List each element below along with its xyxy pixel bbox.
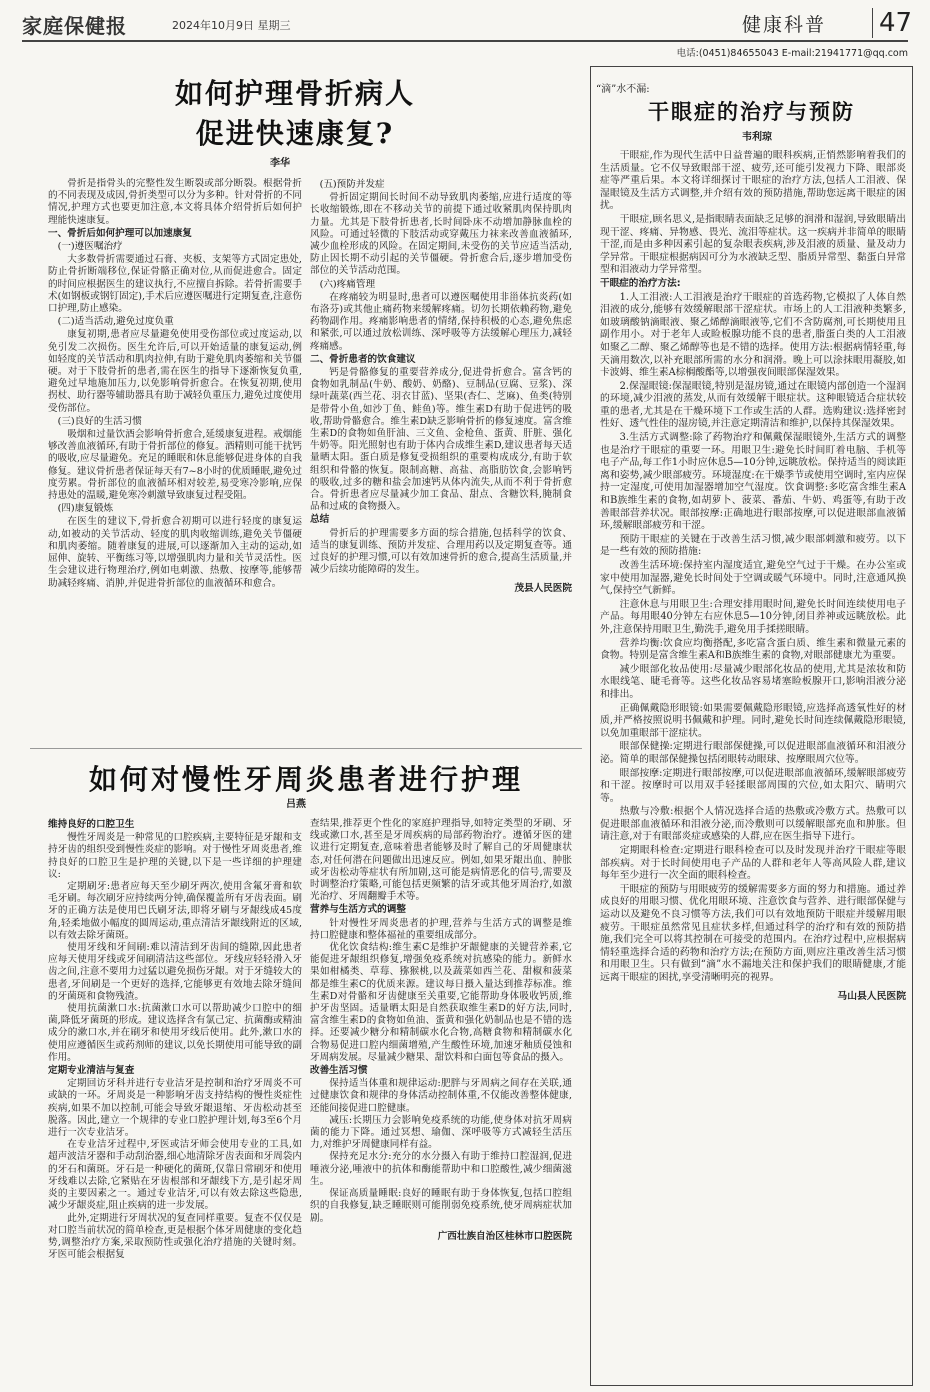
article3-kicker: “滴”水不漏: bbox=[596, 84, 650, 95]
paragraph: 定期回访牙科并进行专业洁牙是控制和治疗牙周炎不可或缺的一环。牙周炎是一种影响牙齿支持结构的慢性炎症性疾病,如果不加以控制,可能会导致牙龈退缩、牙齿松动甚至脱落。因此,建立一个规律的专业口腔护理计划,每3至6个月进行一次专业洁牙。 bbox=[48, 1078, 302, 1139]
newspaper-brand: 家庭保健报 bbox=[22, 14, 127, 38]
paragraph: 骨折是指骨头的完整性发生断裂或部分断裂。根据骨折的不同表现及成因,骨折类型可以分为多种。针对骨折的不同情况,护理方式也要更加注意,本文将具体介绍骨折后如何护理能快速康复。 bbox=[48, 178, 302, 226]
paragraph: 骨折后的护理需要多方面的综合措施,包括科学的饮食、适当的康复训练、预防并发症、合理用药以及定期复查等。通过良好的护理习惯,可以有效加速骨折的愈合,提高生活质量,并减少后续功能障碍的发生。 bbox=[310, 527, 572, 576]
header-rule bbox=[22, 40, 908, 42]
section-heading: 干眼症的治疗方法: bbox=[600, 277, 681, 289]
paragraph: 正确佩戴隐形眼镜:如果需要佩戴隐形眼镜,应选择高透氧性好的材质,并严格按照说明书佩戴和护理。同时,避免长时间连续佩戴隐形眼镜,以免加重眼部干涩症状。 bbox=[600, 702, 906, 739]
section-heading: 营养与生活方式的调整 bbox=[310, 904, 406, 916]
paragraph: 干眼症,作为现代生活中日益普遍的眼科疾病,正悄然影响着我们的生活质量。它不仅导致眼部干涩、疲劳,还可能引发视力下降、眼部炎症等严重后果。本文将详细探讨干眼症的治疗方法,包括人工泪液、保湿眼镜及生活方式调整,并介绍有效的预防措施,帮助您远离干眼症的困扰。 bbox=[600, 150, 906, 212]
paragraph: 保持适当体重和规律运动:肥胖与牙周病之间存在关联,通过健康饮食和规律的身体活动控制体重,不仅能改善整体健康,还能间接促进口腔健康。 bbox=[310, 1078, 572, 1114]
article1-title-line2: 促进快速康复? bbox=[195, 117, 395, 150]
paragraph: 改善生活环境:保持室内湿度适宜,避免空气过于干燥。在办公室或家中使用加湿器,避免长时间处于空调或暖气环境中。同时,注意通风换气,保持空气新鲜。 bbox=[600, 560, 906, 597]
paragraph: 眼部按摩:定期进行眼部按摩,可以促进眼部血液循环,缓解眼部疲劳和干涩。按摩时可以用双手轻揉眼部周围的穴位,如太阳穴、睛明穴等。 bbox=[600, 767, 906, 804]
page-number: 47 bbox=[872, 8, 912, 38]
paragraph: 1.人工泪液:人工泪液是治疗干眼症的首选药物,它模拟了人体自然泪液的成分,能够有效缓解眼部干涩症状。市场上的人工泪液种类繁多,如玻璃酸钠滴眼液、聚乙烯醇滴眼液等,它们不含防腐剂,可长期使用且副作用小。对于老年人或睑板腺功能不良的患者,脂蛋白类的人工泪液如聚乙二醇、聚乙烯醇等也是不错的选择。使用方法:根据病情轻重,每天滴用数次,以补充眼部所需的水分和润滑。晚上可以涂抹眼用凝胶,如卡波姆、维生素A棕榈酸酯等,以增强夜间眼部保湿效果。 bbox=[600, 291, 906, 379]
paragraph: 使用抗菌漱口水:抗菌漱口水可以帮助减少口腔中的细菌,降低牙菌斑的形成。建议选择含有氯己定、抗菌酶或精油成分的漱口水,并在刷牙和使用牙线后使用。此外,漱口水的使用应遵循医生或药剂师的建议,以免长期使用可能导致的副作用。 bbox=[48, 1003, 302, 1063]
subsection-heading: (二)适当活动,避免过度负重 bbox=[57, 316, 174, 328]
article-divider bbox=[30, 748, 582, 749]
page-header bbox=[22, 8, 913, 40]
article1-title-line1: 如何护理骨折病人 bbox=[174, 77, 415, 110]
article3-body bbox=[600, 150, 906, 1382]
paragraph: 眼部保健操:定期进行眼部保健操,可以促进眼部血液循环和泪液分泌。简单的眼部保健操包括闭眼转动眼球、按摩眼周穴位等。 bbox=[600, 741, 906, 765]
source-institution: 广西壮族自治区桂林市口腔医院 bbox=[437, 1230, 572, 1242]
paragraph: 慢性牙周炎是一种常见的口腔疾病,主要特征是牙龈和支持牙齿的组织受到慢性炎症的影响。对于慢性牙周炎患者,维持良好的口腔卫生是护理的关键,以下是一些详细的护理建议: bbox=[48, 832, 302, 880]
article3-title: 干眼症的治疗与预防 bbox=[648, 99, 855, 124]
section-heading: 改善生活习惯 bbox=[310, 1065, 368, 1077]
subsection-heading: (四)康复锻炼 bbox=[57, 503, 114, 515]
paragraph: 在医生的建议下,骨折愈合初期可以进行轻度的康复运动,如被动的关节活动、轻度的肌肉收缩训练,避免关节僵硬和肌肉萎缩。随着康复的进展,可以逐渐加入主动的运动,如屈伸、旋转、平衡练习等,以增强肌肉力量和关节灵活性。医生会建议进行物理治疗,例如电刺激、热敷、按摩等,能够帮助减轻疼痛、消肿,并促进骨折部位的血液循环和愈合。 bbox=[48, 516, 302, 589]
paragraph: 康复初期,患者应尽量避免使用受伤部位或过度运动,以免引发二次损伤。医生允许后,可以开始适量的康复运动,例如轻度的关节活动和肌肉拉伸,有助于避免肌肉萎缩和关节僵硬。对于下肢骨折的患者,需在医生的指导下逐渐恢复负重,避免过早地施加压力,以免影响骨折愈合。在恢复初期,使用拐杖、助行器等辅助器具有助于减轻负重压力,避免过度使用受伤部位。 bbox=[48, 329, 302, 414]
section-name: 健康科普 bbox=[742, 14, 827, 36]
paragraph: 使用牙线和牙间刷:难以清洁到牙齿间的缝隙,因此患者应每天使用牙线或牙间刷清洁这些部位。牙线应轻轻滑入牙齿之间,注意不要用力过猛以避免损伤牙龈。对于牙缝较大的患者,牙间刷是一个更好的选择,它能够更有效地去除牙缝间的牙菌斑和食物残渣。 bbox=[48, 942, 302, 1002]
paragraph: 大多数骨折需要通过石膏、夹板、支架等方式固定患处,防止骨折断端移位,保证骨骼正确对位,从而促进愈合。固定的时间应根据医生的建议执行,不应擅自拆除。若骨折需要手术(如钢板或钢钉固定),手术后应遵医嘱进行定期复查,注意伤口护理,防止感染。 bbox=[48, 254, 302, 315]
section-heading: 二、骨折患者的饮食建议 bbox=[310, 353, 416, 365]
subsection-heading: (五)预防并发症 bbox=[319, 179, 385, 190]
subsection-heading: (六)疼痛管理 bbox=[319, 278, 376, 290]
article1-author: 李华 bbox=[270, 158, 290, 169]
paragraph: 在疼痛较为明显时,患者可以遵医嘱使用非甾体抗炎药(如布洛芬)或其他止痛药物来缓解疼痛。切勿长期依赖药物,避免药物副作用。疼痛影响患者的情绪,保持积极的心态,避免焦虑和紧张,可以通过放松训练、深呼吸等方法缓解心理压力,减轻疼痛感。 bbox=[310, 291, 572, 352]
article1-title bbox=[125, 74, 465, 154]
paragraph: 保证高质量睡眠:良好的睡眠有助于身体恢复,包括口腔组织的自我修复,缺乏睡眠则可能削弱免疫系统,使牙周病症状加剧。 bbox=[310, 1188, 572, 1224]
paragraph: 干眼症,顾名思义,是指眼睛表面缺乏足够的润滑和湿润,导致眼睛出现干涩、疼痛、异物感、畏光、流泪等症状。这一疾病并非简单的眼睛干涩,而是由多种因素引起的复杂眼表疾病,涉及泪液的质量、量及动力学异常。干眼症根据病因可分为水液缺乏型、脂质异常型、黏蛋白异常型和泪液动力学异常型。 bbox=[600, 213, 906, 276]
paragraph: 在专业洁牙过程中,牙医或洁牙师会使用专业的工具,如超声波洁牙器和手动刮治器,细心地清除牙齿表面和牙周袋内的牙石和菌斑。牙石是一种硬化的菌斑,仅靠日常刷牙和使用牙线难以去除,它紧贴在牙齿根部和牙龈线下方,是引起牙周炎的主要因素之一。通过专业洁牙,可以有效去除这些隐患,减少牙龈炎症,阻止疾病的进一步发展。 bbox=[48, 1139, 302, 1212]
paragraph: 钙是骨骼修复的重要营养成分,促进骨折愈合。富含钙的食物如乳制品(牛奶、酸奶、奶酪)、豆制品(豆腐、豆浆)、深绿叶蔬菜(西兰花、羽衣甘蓝)、坚果(杏仁、芝麻)、鱼类(特别是带骨小鱼,如沙丁鱼、鲑鱼)等。维生素D有助于促进钙的吸收,帮助骨骼愈合。维生素D缺乏影响骨折的修复速度。富含维生素D的食物如鱼肝油、三文鱼、金枪鱼、蛋黄、肝脏、强化牛奶等。阳光照射也有助于体内合成维生素D,建议患者每天适量晒太阳。蛋白质是修复受损组织的重要构成成分,有助于软组织和骨骼的恢复。限制高糖、高盐、高脂肪饮食,会影响钙的吸收,过多的糖和盐会加速钙从体内流失,从而不利于骨折愈合。骨折患者应尽量减少加工食品、甜点、含糖饮料,腌制食品和过咸的食物摄入。 bbox=[310, 367, 572, 513]
paragraph: 骨折固定期间长时间不动导致肌肉萎缩,应进行适度的等长收缩锻炼,即在不移动关节的前提下通过收紧肌肉保持肌肉力量。尤其是下肢骨折患者,长时间卧床不动增加静脉血栓的风险。可通过轻微的下肢活动或穿戴压力袜来改善血液循环,减少血栓形成的风险。在固定期间,未受伤的关节应适当活动,防止因长期不动引起的关节僵硬。骨折愈合后,逐步增加受伤部位的关节活动范围。 bbox=[310, 192, 572, 277]
paragraph: 定期刷牙:患者应每天至少刷牙两次,使用含氟牙膏和软毛牙刷。每次刷牙应持续两分钟,确保覆盖所有牙齿表面。刷牙的正确方法是使用巴氏刷牙法,即将牙刷与牙龈线成45度角,轻柔地做小幅度的圆周运动,重点清洁牙龈线附近的区域,以有效去除牙菌斑。 bbox=[48, 881, 302, 941]
paragraph: 预防干眼症的关键在于改善生活习惯,减少眼部刺激和疲劳。以下是一些有效的预防措施: bbox=[600, 533, 906, 558]
subsection-heading: (三)良好的生活习惯 bbox=[57, 415, 142, 427]
paragraph: 营养均衡:饮食应均衡搭配,多吃富含蛋白质、维生素和微量元素的食物。特别是富含维生素A和B族维生素的食物,对眼部健康尤为重要。 bbox=[600, 637, 906, 662]
section-heading: 定期专业清洁与复查 bbox=[48, 1065, 135, 1077]
paragraph: 保持充足水分:充分的水分摄入有助于维持口腔湿润,促进唾液分泌,唾液中的抗体和酶能帮助中和口腔酸性,减少细菌滋生。 bbox=[310, 1151, 572, 1187]
paragraph: 查结果,推荐更个性化的家庭护理指导,如特定类型的牙刷、牙线或漱口水,甚至是牙周疾病的局部药物治疗。遵循牙医的建议进行定期复查,意味着患者能够及时了解自己的牙周健康状态,对任何潜在问题做出迅速反应。例如,如果牙龈出血、肿胀或牙齿松动等症状有所加剧,这可能是病情恶化的信号,需要及时调整治疗策略,可能包括更频繁的洁牙或其他牙周治疗,如激光治疗、牙周翻瓣手术等。 bbox=[310, 818, 572, 903]
article2-title: 如何对慢性牙周炎患者进行护理 bbox=[88, 763, 523, 796]
paragraph: 减少眼部化妆品使用:尽量减少眼部化妆品的使用,尤其是浓妆和防水眼线笔、睫毛膏等。这些化妆品容易堵塞睑板腺开口,影响泪液分泌和排出。 bbox=[600, 663, 906, 700]
article3-author: 韦利琼 bbox=[742, 132, 772, 143]
contact-line: 电话:(0451)84655043 E-mail:21941771@qq.com bbox=[676, 48, 908, 59]
paragraph: 针对慢性牙周炎患者的护理,营养与生活方式的调整是维持口腔健康和整体福祉的重要组成部分。 bbox=[310, 917, 572, 941]
section-heading: 维持良好的口腔卫生 bbox=[48, 819, 135, 830]
paragraph: 干眼症的预防与用眼疲劳的缓解需要多方面的努力和措施。通过养成良好的用眼习惯、优化用眼环境、注意饮食与营养、进行眼部保健与运动以及避免不良习惯等方法,我们可以有效地预防干眼症并缓解用眼疲劳。干眼症虽然常见且症状多样,但通过科学的治疗和有效的预防措施,我们完全可以将其控制在可接受的范围内。在治疗过程中,应根据病情轻重选择合适的药物和治疗方法;在预防方面,则应注重改善生活习惯和用眼卫生。只有做到“滴”水不漏地关注和保护我们的眼睛健康,才能远离干眼症的困扰,享受清晰明亮的视界。 bbox=[600, 883, 906, 983]
paragraph: 此外,定期进行牙周状况的复查同样重要。复查不仅仅是对口腔当前状况的简单检查,更是根据个体牙周健康的变化趋势,调整治疗方案,采取预防性或强化治疗措施的关键时刻。牙医可能会根据复 bbox=[48, 1212, 302, 1261]
paragraph: 3.生活方式调整:除了药物治疗和佩戴保湿眼镜外,生活方式的调整也是治疗干眼症的重要一环。用眼卫生:避免长时间盯着电脑、手机等电子产品,每工作1小时应休息5—10分钟,远眺放松。保持适当的阅读距离和姿势,减少眼部疲劳。环境湿度:在干燥季节或使用空调时,室内应保持一定湿度,可使用加湿器增加空气湿度。饮食调整:多吃富含维生素A和B族维生素的食物,如胡萝卜、菠菜、番茄、牛奶、鸡蛋等,有助于改善眼部营养状况。眼部按摩:正确地进行眼部按摩,可以促进眼部血液循环,缓解眼部疲劳和干涩。 bbox=[600, 432, 906, 532]
paragraph: 减压:长期压力会影响免疫系统的功能,使身体对抗牙周病菌的能力下降。通过冥想、瑜伽、深呼吸等方式减轻生活压力,对维护牙周健康同样有益。 bbox=[310, 1114, 572, 1151]
article1-column-1 bbox=[48, 178, 302, 743]
paragraph: 热敷与冷敷:根据个人情况选择合适的热敷或冷敷方式。热敷可以促进眼部血液循环和泪液分泌,而冷敷则可以缓解眼部充血和肿胀。但请注意,对于有眼部炎症或感染的人群,应在医生指导下进行。 bbox=[600, 806, 906, 843]
section-heading: 总结 bbox=[310, 514, 330, 526]
section-heading: 一、骨折后如何护理可以加速康复 bbox=[48, 227, 192, 239]
paragraph: 2.保湿眼镜:保湿眼镜,特别是湿房镜,通过在眼镜内部创造一个湿润的环境,减少泪液的蒸发,从而有效缓解干眼症状。这种眼镜适合症状较重的患者,尤其是在干燥环境下工作或生活的人群。选购建议:选择密封性好、透气性佳的湿房镜,并注意定期清洁和维护,以保持其保湿效果。 bbox=[600, 380, 906, 430]
paragraph: 吸烟和过量饮酒会影响骨折愈合,延缓康复进程。戒烟能够改善血液循环,有助于骨折部位的修复。酒精则可能干扰钙的吸收,应尽量避免。充足的睡眠和休息能够促进身体的自我修复。建议骨折患者保证每天有7~8小时的优质睡眠,避免过度劳累。骨折部位的血液循环相对较差,易受寒冷影响,应保持患处的温暖,避免寒冷刺激导致康复过程受阻。 bbox=[48, 429, 302, 502]
paragraph: 定期眼科检查:定期进行眼科检查可以及时发现并治疗干眼症等眼部疾病。对于长时间使用电子产品的人群和老年人等高风险人群,建议每年至少进行一次全面的眼科检查。 bbox=[600, 845, 906, 882]
subsection-heading: (一)遵医嘱治疗 bbox=[57, 241, 123, 253]
paragraph: 注意休息与用眼卫生:合理安排用眼时间,避免长时间连续使用电子产品。每用眼40分钟左右应休息5—10分钟,闭目养神或远眺放松。此外,注意保持用眼卫生,勤洗手,避免用手揉搓眼睛。 bbox=[600, 598, 906, 635]
article2-author: 吕燕 bbox=[286, 799, 306, 810]
issue-date: 2024年10月9日 星期三 bbox=[172, 19, 291, 32]
article1-column-2 bbox=[310, 178, 572, 743]
article2-column-2 bbox=[310, 818, 572, 1386]
paragraph: 优化饮食结构:维生素C是维护牙龈健康的关键营养素,它能促进牙龈组织修复,增强免疫系统对抗感染的能力。新鲜水果如柑橘类、草莓、猕猴桃,以及蔬菜如西兰花、甜椒和菠菜都是维生素C的优质来源。建议每日摄入量达到推荐标准。维生素D对骨骼和牙齿健康至关重要,它能帮助身体吸收钙质,维护牙齿坚固。适量晒太阳是自然获取维生素D的好方法,同时,富含维生素D的食物如鱼油、蛋黄和强化奶制品也是不错的选择。还要减少糖分和精制碳水化合物,高糖食物和精制碳水化合物易促进口腔内细菌增殖,产生酸性环境,加速牙釉质侵蚀和牙周病发展。尽量减少糖果、甜饮料和白面包等食品的摄入。 bbox=[310, 942, 572, 1063]
article2-column-1 bbox=[48, 818, 302, 1386]
source-institution: 茂县人民医院 bbox=[514, 582, 572, 594]
source-institution: 马山县人民医院 bbox=[837, 990, 906, 1002]
